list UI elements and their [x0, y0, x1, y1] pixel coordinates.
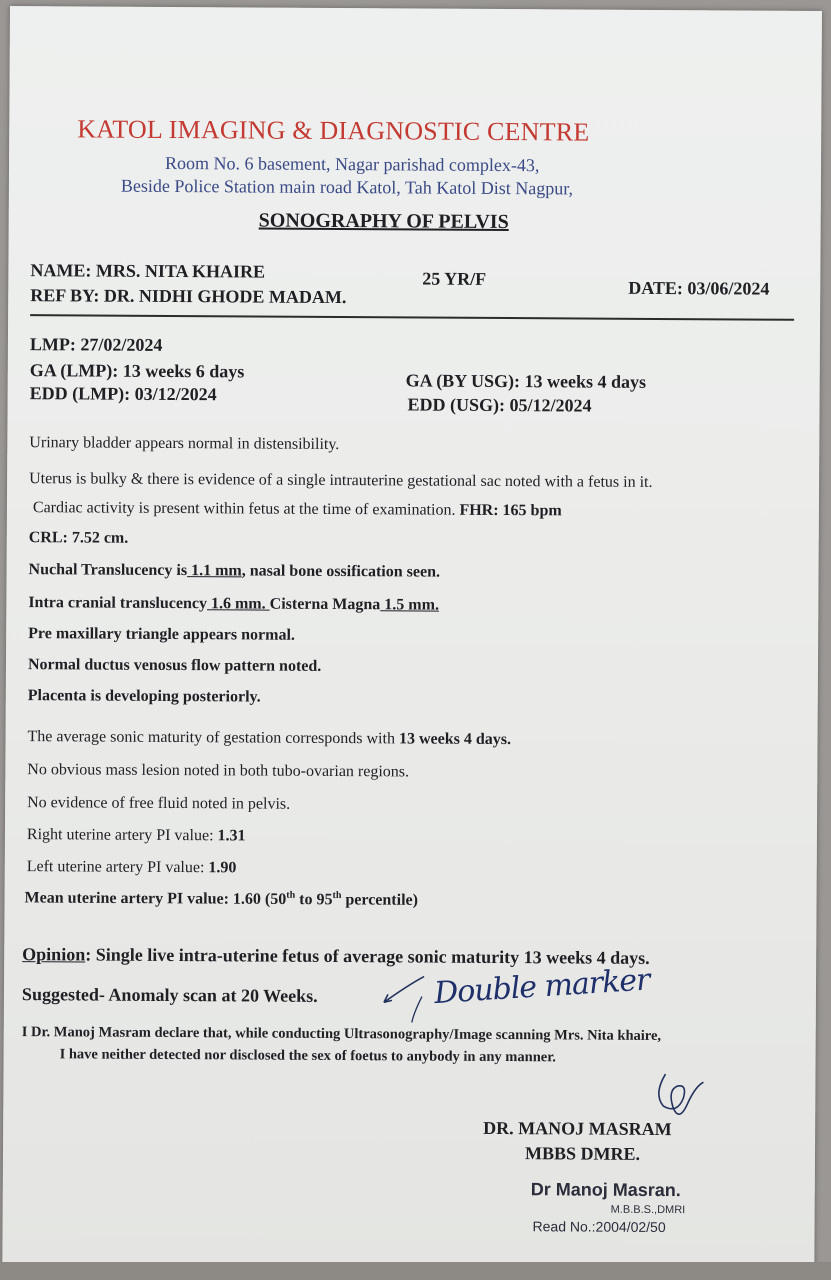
stamp-registration: Read No.:2004/02/50 — [532, 1218, 666, 1236]
maturity-value: 13 weeks 4 days. — [398, 730, 512, 749]
cardiac-text: Cardiac activity is present within fetus at the time of examination. — [32, 499, 456, 519]
handwritten-note: Double marker — [433, 962, 651, 1012]
finding-ict — [28, 594, 439, 615]
ict-label: Intra cranial translucency — [28, 594, 208, 613]
finding-mean-pi — [24, 888, 418, 910]
finding-fluid: No evidence of free fluid noted in pelvis. — [27, 794, 291, 813]
finding-placenta: Placenta is developing posteriorly. — [27, 687, 261, 706]
finding-cardiac — [33, 499, 562, 520]
edd-lmp: EDD (LMP): 03/12/2024 — [29, 383, 217, 405]
mean-pi-sup2: th — [332, 889, 342, 902]
mean-pi-end: percentile) — [341, 891, 419, 909]
finding-crl: CRL: 7.52 cm. — [28, 529, 129, 547]
patient-age-sex: 25 YR/F — [422, 268, 487, 289]
mean-pi-mid: to 95 — [295, 891, 333, 909]
declaration-line2: I have neither detected nor disclosed the sex of foetus to anybody in any manner. — [59, 1046, 557, 1066]
cm-label: Cisterna Magna — [269, 595, 381, 614]
doctor-qualification: MBBS DMRE. — [524, 1143, 641, 1164]
referred-by: REF BY: DR. NIDHI GHODE MADAM. — [30, 285, 347, 308]
right-pi-value: 1.31 — [217, 827, 246, 845]
finding-maturity — [27, 728, 511, 749]
maturity-text: The average sonic maturity of gestation corresponds with — [27, 728, 396, 748]
stamp-qualification: M.B.B.S.,DMRI — [610, 1203, 686, 1217]
mean-pi-sup1: th — [286, 889, 296, 901]
patient-name: NAME: MRS. NITA KHAIRE — [30, 260, 266, 282]
opinion-label: Opinion — [22, 944, 86, 965]
cm-value: 1.5 mm. — [380, 596, 440, 614]
nt-value: 1.1 mm — [187, 562, 242, 580]
clinic-address-line1: Room No. 6 basement, Nagar parishad complex-43, — [164, 152, 540, 176]
finding-bladder: Urinary bladder appears normal in distensibility. — [29, 434, 340, 454]
suggested: Suggested- Anomaly scan at 20 Weeks. — [21, 984, 318, 1006]
finding-dv: Normal ductus venosus flow pattern noted. — [27, 656, 322, 675]
finding-nt — [28, 561, 440, 582]
left-pi-value: 1.90 — [208, 859, 237, 877]
finding-pmt: Pre maxillary triangle appears normal. — [28, 625, 295, 644]
nt-label: Nuchal Translucency is — [28, 561, 188, 580]
clinic-address-line2: Beside Police Station main road Katol, Tah Katol Dist Nagpur, — [120, 175, 574, 199]
ict-value: 1.6 mm. — [206, 595, 270, 613]
finding-uterus: Uterus is bulky & there is evidence of a single intrauterine gestational sac noted with a fetus in it. — [29, 470, 653, 491]
mean-pi-label: Mean uterine artery PI value: 1.60 (50 — [24, 889, 287, 909]
left-pi-label: Left uterine artery PI value: — [26, 858, 205, 877]
doctor-name: DR. MANOJ MASRAM — [483, 1117, 672, 1140]
lmp: LMP: 27/02/2024 — [29, 334, 163, 355]
ga-lmp: GA (LMP): 13 weeks 6 days — [29, 360, 245, 382]
signature-scribble-icon — [643, 1064, 713, 1126]
opinion-text: : Single live intra-uterine fetus of average sonic maturity 13 weeks 4 days. — [85, 944, 650, 968]
fhr-value: FHR: 165 bpm — [459, 501, 562, 520]
finding-right-pi — [27, 826, 246, 845]
ga-usg: GA (BY USG): 13 weeks 4 days — [405, 370, 647, 392]
finding-left-pi — [27, 858, 237, 877]
header-divider — [30, 314, 794, 321]
clinic-name: KATOL IMAGING & DIAGNOSTIC CENTRE — [77, 114, 590, 147]
right-pi-label: Right uterine artery PI value: — [26, 826, 214, 845]
finding-mass: No obvious mass lesion noted in both tubo-ovarian regions. — [27, 761, 410, 781]
surface-below-page — [0, 1262, 831, 1280]
nt-suffix: , nasal bone ossification seen. — [241, 562, 441, 581]
report-date: DATE: 03/06/2024 — [628, 277, 770, 299]
report-title: SONOGRAPHY OF PELVIS — [258, 209, 509, 234]
stamp-name: Dr Manoj Masran. — [530, 1179, 681, 1201]
report-page — [2, 6, 822, 1279]
edd-usg: EDD (USG): 05/12/2024 — [407, 394, 592, 416]
declaration-line1: I Dr. Manoj Masram declare that, while conducting Ultrasonography/Image scanning Mrs. Nita khaire, — [21, 1024, 662, 1044]
